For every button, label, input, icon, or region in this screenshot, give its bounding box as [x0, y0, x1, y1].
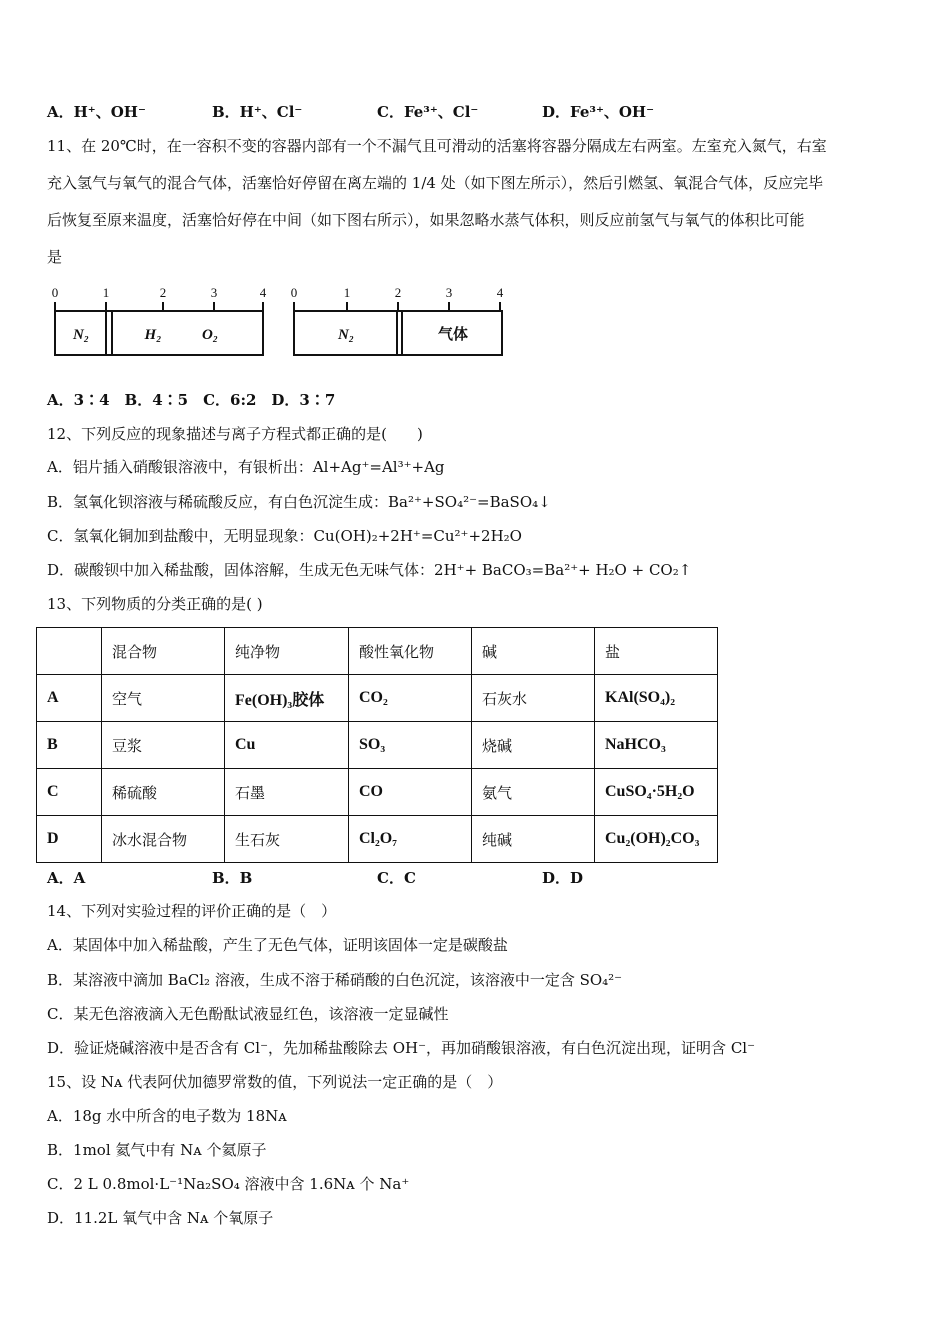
- table-cell: CO₂: [349, 675, 472, 722]
- q14-option-a: A．某固体中加入稀盐酸，产生了无色气体，证明该固体一定是碳酸盐: [47, 936, 508, 954]
- table-cell: 烧碱: [472, 722, 595, 769]
- q12-option-a: A．铝片插入硝酸银溶液中，有银析出：Al+Ag⁺=Al³⁺+Ag: [47, 458, 445, 476]
- q15-option-d: D．11.2L 氧气中含 Nᴀ 个氧原子: [47, 1209, 274, 1227]
- table-cell: Fe(OH)₃胶体: [225, 675, 349, 722]
- table-row: [37, 722, 718, 769]
- tick-label: 1: [343, 285, 351, 300]
- header-cell: 盐: [595, 628, 718, 675]
- q13-option-d: D．D: [542, 869, 584, 887]
- row-label: C: [37, 769, 102, 816]
- gas-label-h2: H₂: [144, 327, 162, 343]
- table-cell: Cl₂O₇: [349, 816, 472, 863]
- q13-option-c: C．C: [377, 869, 416, 887]
- table-cell: CuSO₄·5H₂O: [595, 769, 718, 816]
- q12-option-c: C．氢氧化铜加到盐酸中，无明显现象：Cu(OH)₂+2H⁺=Cu²⁺+2H₂O: [47, 527, 522, 545]
- header-cell: 混合物: [102, 628, 225, 675]
- table-header-row: [37, 628, 718, 675]
- q13-option-a: A．A: [47, 869, 86, 887]
- table-cell: 豆浆: [102, 722, 225, 769]
- q14-stem: 14、下列对实验过程的评价正确的是（ ）: [47, 902, 337, 920]
- table-cell: 冰水混合物: [102, 816, 225, 863]
- gas-label-n2: N₂: [337, 327, 355, 343]
- row-label: A: [37, 675, 102, 722]
- q11-stem-line: 11、在 20℃时，在一容积不变的容器内部有一个不漏气且可滑动的活塞将容器分隔成左右两室。左室充入氮气，右室: [47, 137, 827, 155]
- table-row: [37, 675, 718, 722]
- q11-options: A．3∶4 B．4∶5 C．6:2 D．3∶7: [47, 391, 336, 409]
- tick-label: 3: [445, 285, 453, 300]
- gas-label-o2: O₂: [201, 327, 219, 343]
- gas-label-n2: N₂: [72, 327, 90, 343]
- classification-table: [36, 627, 718, 863]
- table-cell: NaHCO₃: [595, 722, 718, 769]
- header-cell: 酸性氧化物: [349, 628, 472, 675]
- q13-stem: 13、下列物质的分类正确的是( ): [47, 595, 263, 613]
- table-row: [37, 769, 718, 816]
- row-label: D: [37, 816, 102, 863]
- q10-option-d: D．Fe³⁺、OH⁻: [542, 103, 655, 121]
- table-cell: CO: [349, 769, 472, 816]
- tick-label: 4: [496, 285, 504, 300]
- tick-label: 3: [210, 285, 218, 300]
- header-cell: 碱: [472, 628, 595, 675]
- table-cell: 氨气: [472, 769, 595, 816]
- q10-option-b: B．H⁺、Cl⁻: [212, 103, 303, 121]
- q12-option-b: B．氢氧化钡溶液与稀硫酸反应，有白色沉淀生成：Ba²⁺+SO₄²⁻=BaSO₄↓: [47, 493, 551, 511]
- q14-option-b: B．某溶液中滴加 BaCl₂ 溶液，生成不溶于稀硝酸的白色沉淀，该溶液中一定含 SO₄²⁻: [47, 971, 623, 989]
- table-cell: SO₃: [349, 722, 472, 769]
- table-cell: 纯碱: [472, 816, 595, 863]
- tick-label: 0: [51, 285, 59, 300]
- q15-option-a: A．18g 水中所含的电子数为 18Nᴀ: [47, 1107, 287, 1125]
- q14-option-d: D．验证烧碱溶液中是否含有 Cl⁻，先加稀盐酸除去 OH⁻，再加硝酸银溶液，有白色沉淀出现，证明含 Cl⁻: [47, 1039, 756, 1057]
- table-cell: KAl(SO₄)₂: [595, 675, 718, 722]
- table-row: [37, 816, 718, 863]
- q15-option-b: B．1mol 氦气中有 Nᴀ 个氦原子: [47, 1141, 267, 1159]
- tick-label: 0: [290, 285, 298, 300]
- header-cell: 纯净物: [225, 628, 349, 675]
- q13-option-b: B．B: [212, 869, 253, 887]
- tick-label: 2: [159, 285, 167, 300]
- table-cell: Cu₂(OH)₂CO₃: [595, 816, 718, 863]
- q10-option-c: C．Fe³⁺、Cl⁻: [377, 103, 479, 121]
- q12-stem: 12、下列反应的现象描述与离子方程式都正确的是( ): [47, 425, 423, 443]
- diagram-right: [294, 302, 502, 355]
- gas-label-gas: 气体: [437, 327, 469, 343]
- q11-stem-line: 后恢复至原来温度，活塞恰好停在中间（如下图右所示），如果忽略水蒸气体积，则反应前氢气与氧气的体积比可能: [47, 211, 805, 229]
- q12-option-d: D．碳酸钡中加入稀盐酸，固体溶解，生成无色无味气体：2H⁺+ BaCO₃=Ba²⁺+ H₂O + CO₂↑: [47, 561, 692, 579]
- table-cell: 石灰水: [472, 675, 595, 722]
- row-label: B: [37, 722, 102, 769]
- tick-label: 4: [259, 285, 267, 300]
- q11-stem-line: 充入氢气与氧气的混合气体，活塞恰好停留在离左端的 1/4 处（如下图左所示），然后引燃氢、氧混合气体，反应完毕: [47, 174, 824, 192]
- table-cell: 稀硫酸: [102, 769, 225, 816]
- q15-option-c: C．2 L 0.8mol·L⁻¹Na₂SO₄ 溶液中含 1.6Nᴀ 个 Na⁺: [47, 1175, 410, 1193]
- q10-option-a: A．H⁺、OH⁻: [47, 103, 146, 121]
- table-cell: 石墨: [225, 769, 349, 816]
- q15-stem: 15、设 Nᴀ 代表阿伏加德罗常数的值，下列说法一定正确的是（ ）: [47, 1073, 503, 1091]
- tick-label: 2: [394, 285, 402, 300]
- q11-stem-line: 是: [47, 248, 63, 266]
- piston-diagram: [0, 280, 520, 365]
- header-cell: [37, 628, 102, 675]
- table-cell: Cu: [225, 722, 349, 769]
- table-cell: 生石灰: [225, 816, 349, 863]
- tick-label: 1: [102, 285, 110, 300]
- q14-option-c: C．某无色溶液滴入无色酚酞试液显红色，该溶液一定显碱性: [47, 1005, 449, 1023]
- table-cell: 空气: [102, 675, 225, 722]
